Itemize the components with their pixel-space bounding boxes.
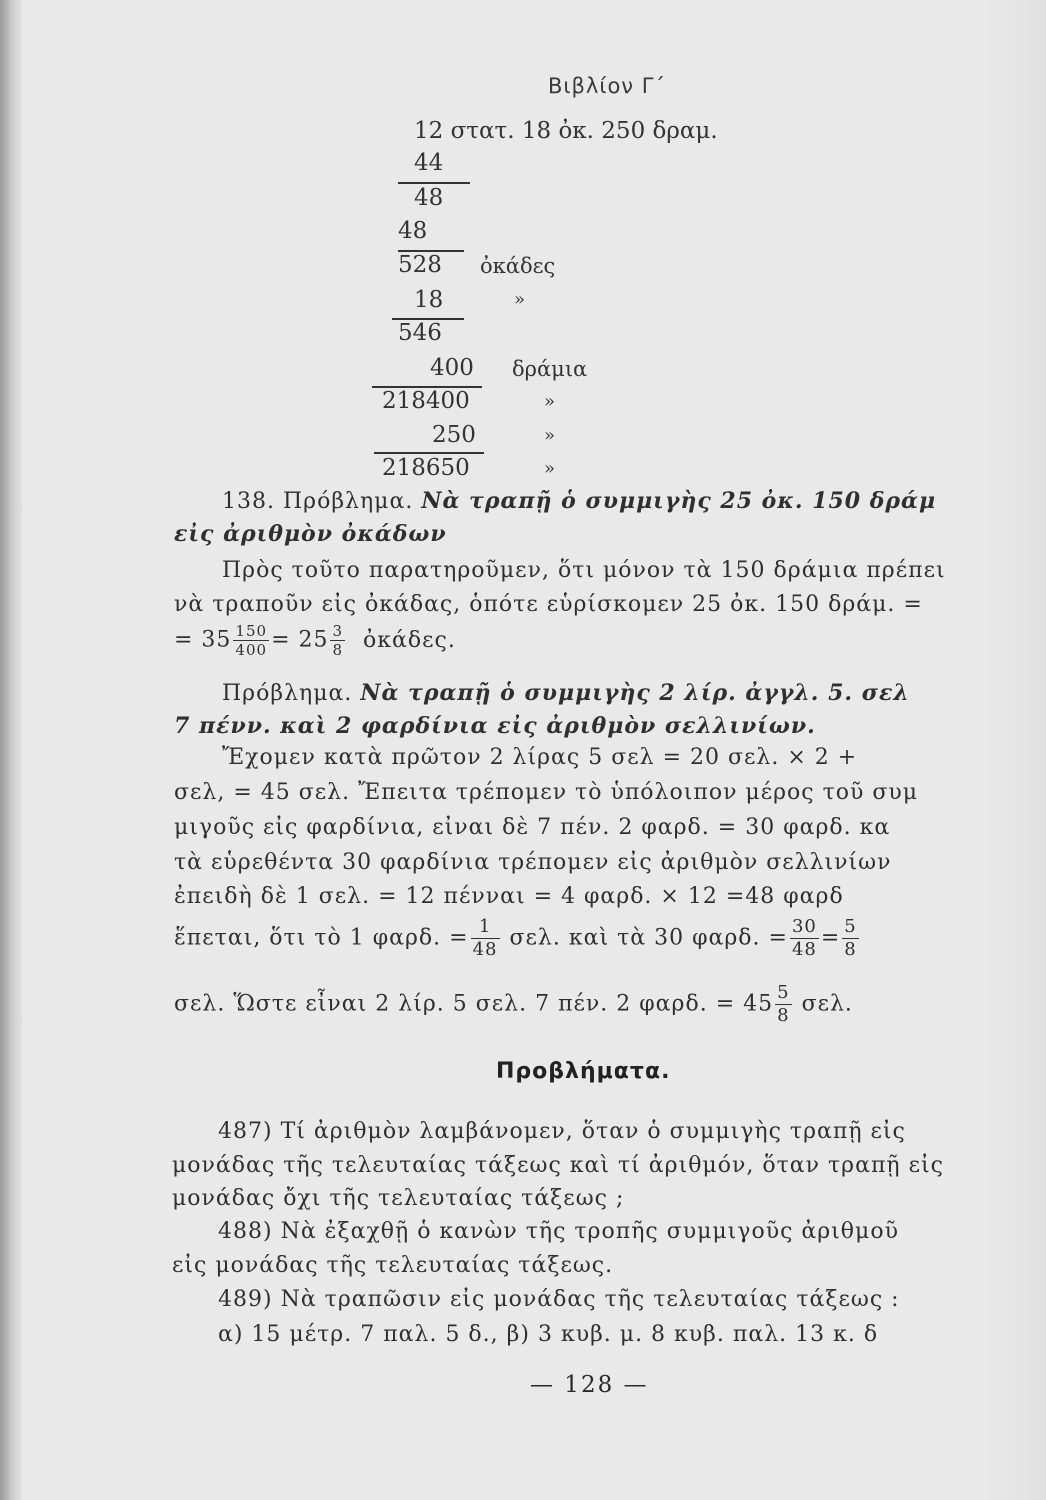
- fraction-denominator: 8: [777, 1005, 790, 1026]
- fraction: [842, 916, 858, 961]
- exercise-488: 488) Νὰ ἐξαχθῇ ὁ κανὼν τῆς τροπῆς συμμιγοῦς ἀριθμοῦ: [218, 1219, 899, 1244]
- text-line: Ἔχομεν κατὰ πρῶτον 2 λίρας 5 σελ = 20 σελ. × 2 +: [222, 745, 858, 770]
- fraction: [233, 622, 269, 659]
- fraction: [330, 622, 345, 659]
- calc-rule: [374, 452, 484, 454]
- fraction-denominator: 48: [472, 939, 498, 960]
- calc-value: 218650: [382, 455, 470, 481]
- exercise-489: 489) Νὰ τραπῶσιν εἰς μονάδας τῆς τελευταίας τάξεως :: [218, 1287, 900, 1312]
- text-line: νὰ τραποῦν εἰς ὀκάδας, ὁπότε εὑρίσκομεν 25 ὀκ. 150 δράμ. =: [174, 592, 923, 617]
- calc-value: 250: [432, 422, 476, 448]
- calc-rule: [398, 182, 470, 184]
- calc-value: 400: [430, 355, 474, 381]
- calc-value: 546: [398, 320, 442, 346]
- calc-value: 18: [414, 287, 444, 313]
- fraction: [790, 916, 819, 961]
- equation-text: σελ. Ὥστε εἶναι 2 λίρ. 5 σελ. 7 πέν. 2 φαρδ. = 45: [174, 991, 774, 1017]
- fraction-numerator: 5: [777, 982, 790, 1003]
- fraction-numerator: 1: [471, 916, 500, 939]
- problem-number: 138. Πρόβλημα.: [222, 489, 422, 514]
- calc-value: 218400: [382, 388, 470, 414]
- fraction: [775, 982, 791, 1027]
- equation-text: = 35: [174, 627, 232, 653]
- problem-statement: Νὰ τραπῇ ὁ συμμιγὴς 25 ὀκ. 150 δράμ: [421, 488, 937, 514]
- text-line: σελ, = 45 σελ. Ἔπειτα τρέπομεν τὸ ὑπόλοιπον μέρος τοῦ συμ: [174, 780, 919, 805]
- equation-text: σελ.: [801, 991, 853, 1017]
- equation-text: σελ. καὶ τὰ 30 φαρδ. =: [509, 925, 788, 951]
- calc-heading: 12 στατ. 18 ὀκ. 250 δραμ.: [414, 118, 718, 144]
- calc-unit: »: [544, 425, 556, 446]
- problem-heading: [0, 680, 1046, 706]
- text-line: μιγοῦς εἰς φαρδίνια, εἶναι δὲ 7 πέν. 2 φαρδ. = 30 φαρδ. κα: [174, 815, 891, 840]
- fraction-numerator: 150: [235, 622, 268, 640]
- calc-unit: »: [514, 289, 526, 310]
- fraction-numerator: 30: [791, 916, 817, 937]
- exercise-487: 487) Τί ἀριθμὸν λαμβάνομεν, ὅταν ὁ συμμιγὴς τραπῇ εἰς: [218, 1119, 906, 1144]
- fraction-denominator: 8: [844, 939, 857, 960]
- problem-statement-line: 7 πένν. καὶ 2 φαρδίνια εἰς ἀριθμὸν σελλινίων.: [174, 713, 816, 739]
- fraction-numerator: 5: [844, 916, 857, 937]
- equation-text: ὀκάδες.: [363, 627, 456, 653]
- exercise-line: εἰς μονάδας τῆς τελευταίας τάξεως.: [172, 1253, 614, 1278]
- equation-text: =: [820, 925, 841, 951]
- fraction: [471, 916, 500, 961]
- problem-statement: Νὰ τραπῇ ὁ συμμιγὴς 2 λίρ. ἀγγλ. 5. σελ: [360, 680, 910, 706]
- calc-unit: »: [544, 458, 556, 479]
- calc-value: 44: [414, 150, 444, 176]
- calc-value: 48: [414, 185, 444, 211]
- text-line: ἐπειδὴ δὲ 1 σελ. = 12 πένναι = 4 φαρδ. × 12 =48 φαρδ: [174, 884, 844, 909]
- text-line: Πρὸς τοῦτο παρατηροῦμεν, ὅτι μόνον τὰ 150 δράμια πρέπει: [222, 558, 946, 583]
- fraction-numerator: 3: [332, 622, 344, 640]
- fraction-denominator: 8: [332, 641, 344, 659]
- equation-line: [0, 916, 1046, 961]
- running-header: Βιβλίον Γ΄: [548, 74, 666, 98]
- section-title: Προβλήματα.: [496, 1059, 671, 1084]
- problem-label: Πρόβλημα.: [222, 681, 361, 706]
- problem-heading: [0, 488, 1046, 514]
- equation-line: [0, 982, 1046, 1027]
- calc-unit: »: [544, 391, 556, 412]
- equation-text: = 25: [271, 627, 329, 653]
- exercise-line: μονάδας ὄχι τῆς τελευταίας τάξεως ;: [172, 1186, 625, 1211]
- calc-value: 48: [398, 218, 428, 244]
- problem-statement-line: εἰς ἀριθμὸν ὀκάδων: [174, 521, 447, 547]
- exercise-line: α) 15 μέτρ. 7 παλ. 5 δ., β) 3 κυβ. μ. 8 κυβ. παλ. 13 κ. δ: [218, 1322, 879, 1347]
- calc-unit: δράμια: [512, 357, 588, 381]
- fraction-denominator: 400: [235, 641, 268, 659]
- fraction-denominator: 48: [791, 939, 817, 960]
- equation-line: [0, 622, 1046, 659]
- calc-unit: ὀκάδες: [480, 254, 556, 278]
- text-line: τὰ εὑρεθέντα 30 φαρδίνια τρέπομεν εἰς ἀριθμὸν σελλινίων: [174, 850, 892, 875]
- exercise-line: μονάδας τῆς τελευταίας τάξεως καὶ τί ἀριθμόν, ὅταν τραπῇ εἰς: [172, 1153, 944, 1178]
- calc-value: 528: [398, 252, 442, 278]
- equation-text: ἕπεται, ὅτι τὸ 1 φαρδ. =: [174, 925, 469, 951]
- page-number: — 128 —: [530, 1372, 649, 1398]
